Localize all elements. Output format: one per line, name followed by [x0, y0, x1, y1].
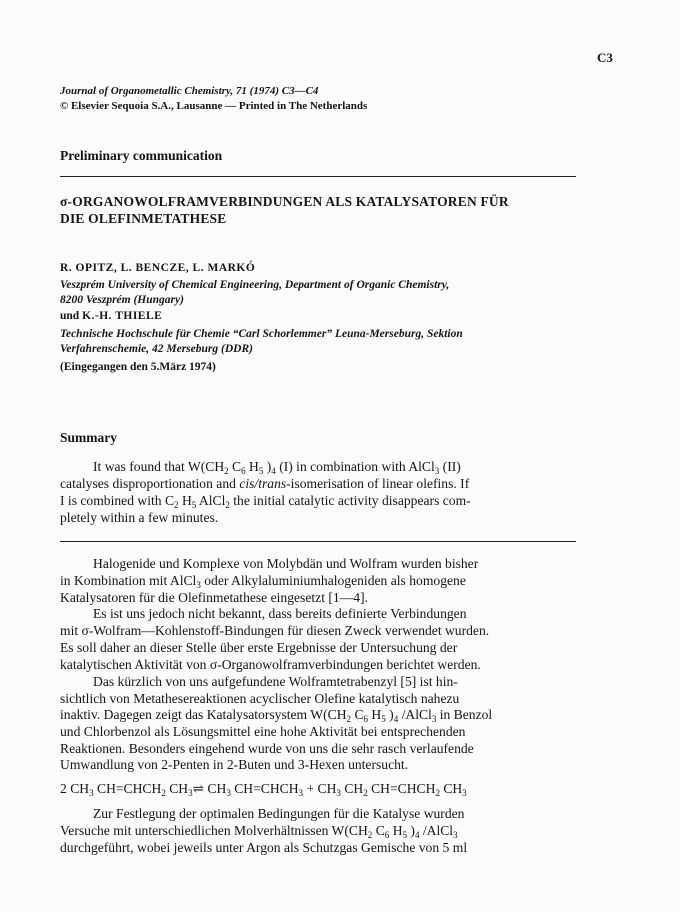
body-p2-line-3: Es soll daher an dieser Stelle über erste Ergebnisse der Untersuchung der — [60, 640, 458, 655]
summary-line-1: It was found that $W(CH_2$ $C_6$ $H_5$ )$_4$ (I) in combination with AlCl$_3$ (II) — [93, 459, 461, 476]
section-label: Preliminary communication — [60, 148, 223, 163]
body-p1-line-1: Halogenide und Komplexe von Molybdän und Wolfram wurden bisher — [93, 556, 479, 571]
body-p1-line-3: Katalysatoren für die Olefinmetathese eingesetzt [1—4]. — [60, 590, 369, 605]
summary-line-2: catalyses disproportionation and cis/trans-isomerisation of linear olefins. If — [60, 476, 470, 491]
equilibrium-arrow: ⇌ — [192, 781, 205, 796]
and-text: und — [60, 310, 80, 322]
body-p3-line-5: Reaktionen. Besonders eingehend wurde von uns die sehr rasch verlaufende — [60, 741, 474, 756]
body-p4-line-1: Zur Festlegung der optimalen Bedingungen für die Katalyse wurden — [93, 806, 465, 821]
body-p2-line-4: katalytischen Aktivität von σ-Organowolframverbindungen berichtet werden. — [60, 657, 481, 672]
body-p2-line-1: Es ist uns jedoch nicht bekannt, dass bereits definierte Verbindungen — [93, 606, 467, 621]
body-p3-line-3: inaktiv. Dagegen zeigt das Katalysatorsystem $W(CH_2$ $C_6$ $H_5$ )$_4$ /AlCl$_3$ in Benzol — [60, 707, 493, 724]
affiliation-1-line-1: Veszprém University of Chemical Engineering, Department of Organic Chemistry, — [60, 279, 450, 291]
body-p2-line-2: mit σ-Wolfram—Kohlenstoff-Bindungen für diesen Zweck verwendet wurden. — [60, 623, 490, 638]
summary-heading: Summary — [60, 430, 117, 445]
body-p1-line-2: in Kombination mit AlCl$_3$ oder Alkylaluminiumhalogeniden als homogene — [60, 573, 466, 590]
reaction-equation: 2 $CH_3$ $CH=CHCH_2$ $CH_3\rightleftharpoons$ $CH_3$ $CH=CHCH_3 + CH_3$ $CH_2$ $CH=CHCH_2$ $CH_3$ — [60, 781, 467, 798]
body-p4-line-3: durchgeführt, wobei jeweils unter Argon als Schutzgas Gemische von 5 ml — [60, 840, 468, 855]
divider — [60, 176, 576, 177]
title-line-2: DIE OLEFINMETATHESE — [60, 211, 227, 226]
authors-group-1: R. OPITZ, L. BENCZE, L. MARKÓ — [60, 262, 256, 274]
affiliation-1-line-2: 8200 Veszprém (Hungary) — [60, 294, 184, 306]
and-label — [60, 311, 162, 323]
title-line-1: σ-ORGANOWOLFRAMVERBINDUNGEN ALS KATALYSATOREN FÜR — [60, 194, 509, 209]
authors-group-2: K.-H. THIELE — [82, 310, 163, 322]
body-p3-line-2: sichtlich von Metathesereaktionen acyclischer Olefine katalytisch nahezu — [60, 691, 460, 706]
body-p3-line-4: und Chlorbenzol als Lösungsmittel eine hohe Aktivität bei entsprechenden — [60, 724, 466, 739]
body-p3-line-1: Das kürzlich von uns aufgefundene Wolframtetrabenzyl [5] ist hin- — [93, 674, 458, 689]
body-p4-line-2: Versuche mit unterschiedlichen Molverhältnissen $W(CH_2$ $C_6$ $H_5$ )$_4$ /AlCl$_3$ — [60, 823, 458, 840]
body-p3-line-6: Umwandlung von 2-Penten in 2-Buten und 3-Hexen untersucht. — [60, 757, 409, 772]
divider — [60, 541, 576, 542]
summary-line-4: pletely within a few minutes. — [60, 510, 219, 525]
journal-citation: Journal of Organometallic Chemistry, 71 (1974) C3—C4 — [60, 85, 319, 97]
affiliation-2-line-2: Verfahrenschemie, 42 Merseburg (DDR) — [60, 343, 253, 355]
summary-line-3: I is combined with $C_2$ $H_5$ AlCl$_2$ the initial catalytic activity disappears com- — [60, 493, 471, 510]
affiliation-2-line-1: Technische Hochschule für Chemie “Carl Schorlemmer” Leuna-Merseburg, Sektion — [60, 328, 463, 340]
page-number: C3 — [597, 50, 613, 65]
received-date: (Eingegangen den 5.März 1974) — [60, 361, 216, 373]
copyright-line: © Elsevier Sequoia S.A., Lausanne — Printed in The Netherlands — [60, 100, 368, 112]
